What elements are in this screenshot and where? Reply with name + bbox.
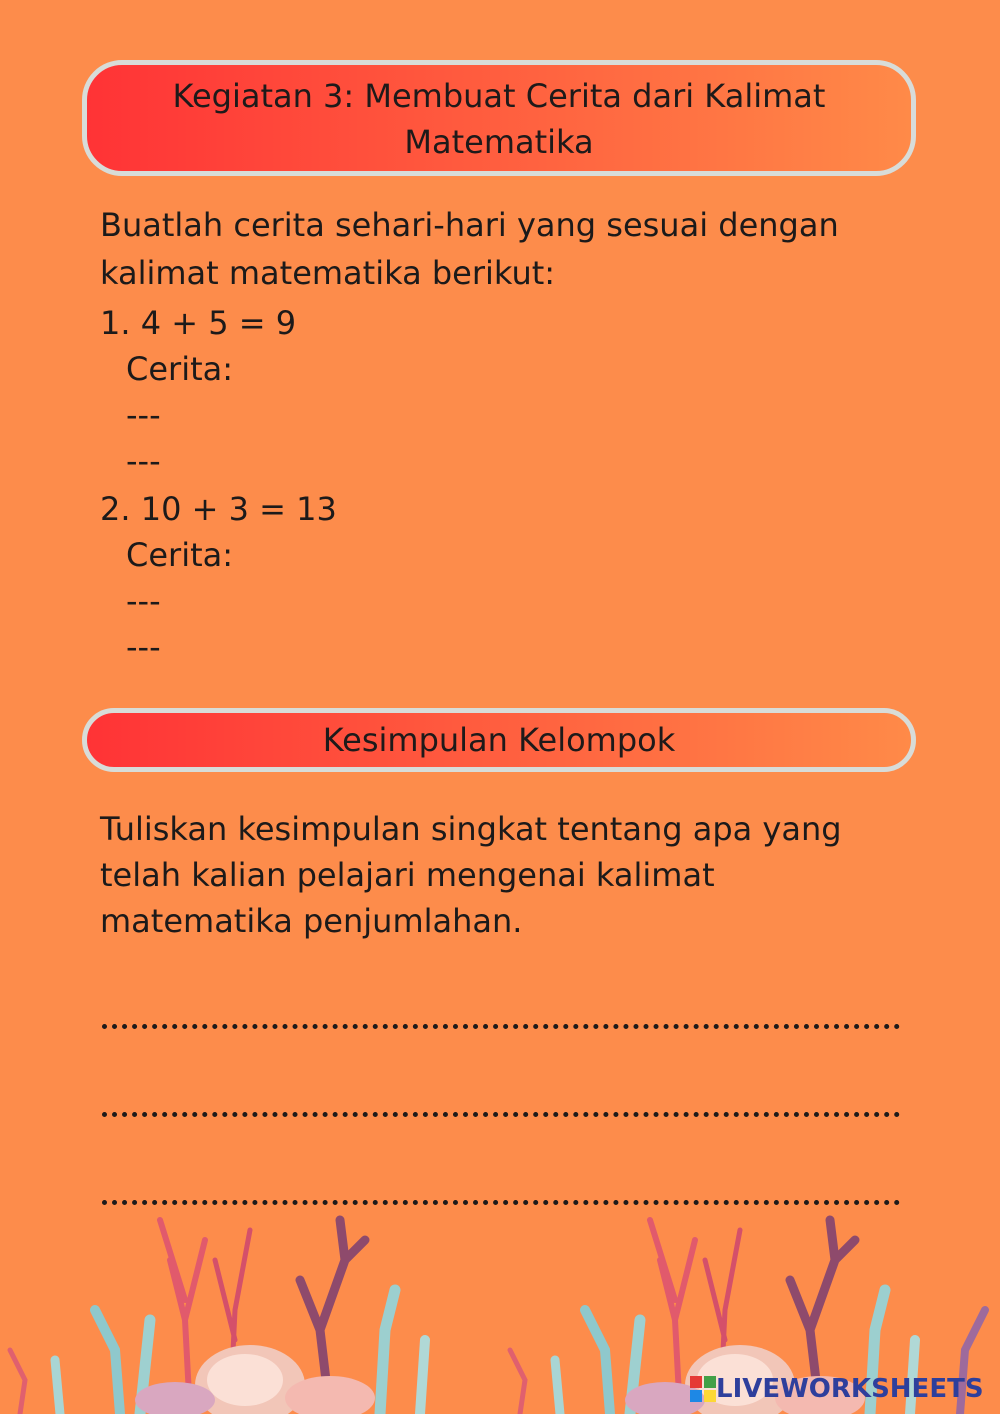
- story-label-2: Cerita:: [126, 536, 234, 574]
- answer-line-2[interactable]: [102, 1112, 900, 1117]
- conclusion-line-3: matematika penjumlahan.: [100, 902, 523, 940]
- story-label-1: Cerita:: [126, 350, 234, 388]
- liveworksheets-logo: [690, 1374, 984, 1404]
- conclusion-title: Kesimpulan Kelompok: [322, 721, 676, 759]
- instruction-line-2: kalimat matematika berikut:: [100, 254, 556, 292]
- liveworksheets-logo-icon: [690, 1376, 716, 1402]
- equation-2: 2. 10 + 3 = 13: [100, 490, 337, 528]
- conclusion-title-banner: [82, 708, 916, 772]
- answer-line-1[interactable]: [102, 1024, 900, 1029]
- liveworksheets-logo-text: LIVEWORKSHEETS: [716, 1374, 984, 1404]
- equation-1: 1. 4 + 5 = 9: [100, 304, 297, 342]
- instruction-line-1: Buatlah cerita sehari-hari yang sesuai dengan: [100, 206, 839, 244]
- activity-title-banner: [82, 60, 916, 176]
- conclusion-line-2: telah kalian pelajari mengenai kalimat: [100, 856, 715, 894]
- activity-title: Kegiatan 3: Membuat Cerita dari Kalimat Matematika: [172, 77, 826, 161]
- story-blank-2b[interactable]: ---: [126, 628, 161, 666]
- story-blank-1a[interactable]: ---: [126, 396, 161, 434]
- conclusion-line-1: Tuliskan kesimpulan singkat tentang apa yang: [100, 810, 842, 848]
- story-blank-2a[interactable]: ---: [126, 582, 161, 620]
- story-blank-1b[interactable]: ---: [126, 442, 161, 480]
